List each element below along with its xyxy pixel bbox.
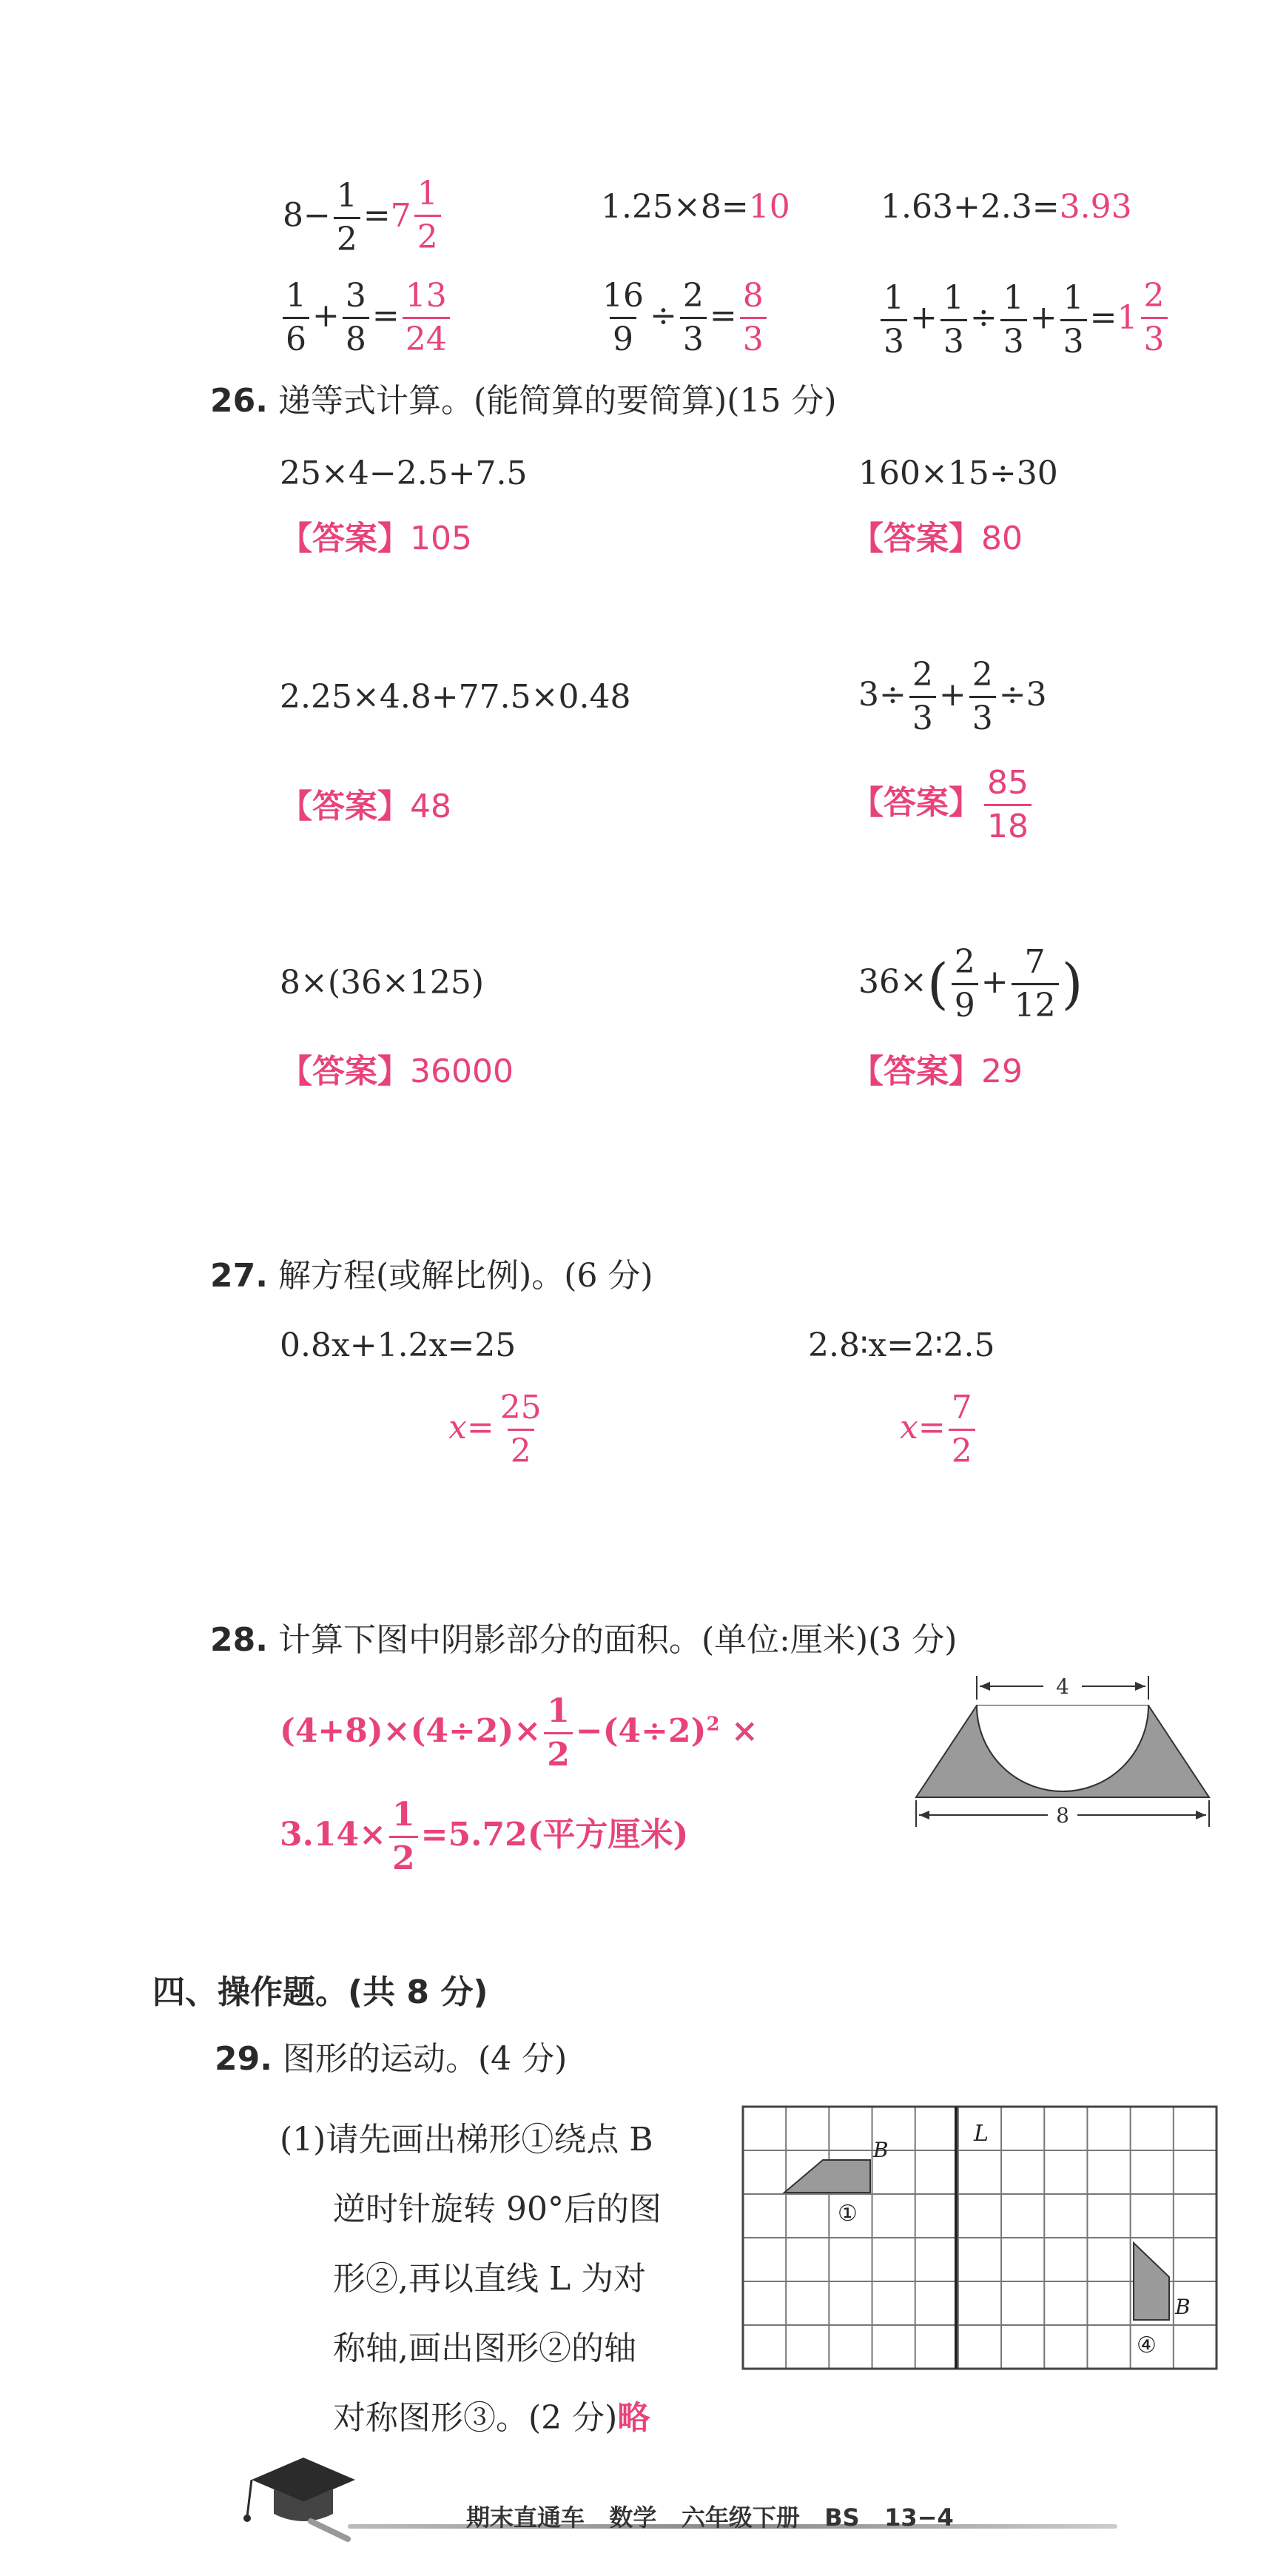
section-4-heading: 四、操作题。(共 8 分)	[152, 1973, 488, 2011]
question-28-heading: 28. 计算下图中阴影部分的面积。(单位:厘米)(3 分)	[210, 1621, 958, 1659]
q26-problem-1: 25×4−2.5+7.5	[280, 455, 528, 492]
label-B-2: B	[1175, 2295, 1191, 2319]
graduation-cap-icon	[237, 2450, 363, 2546]
q26-answer-6: 【答案】29	[851, 1053, 1023, 1090]
footer-text: 期末直通车 数学 六年级下册 BS 13−4	[466, 2503, 954, 2532]
q29-line-4: 称轴,画出图形②的轴	[333, 2330, 636, 2367]
q26-problem-6: 36×( $\frac{2}{9}$ + $\frac{7}{12}$ )	[858, 943, 1083, 1024]
calc-8-minus-half: 8− $\frac{1}{2}$ = 7 $\frac{1}{2}$	[283, 178, 444, 256]
calc-1-25-times-8: 1.25×8=10	[601, 188, 790, 226]
q26-answer-5: 【答案】36000	[280, 1053, 514, 1090]
q26-answer-2: 【答案】80	[851, 520, 1023, 557]
motion-grid-figure	[741, 2105, 1219, 2373]
q27-answer-1: x= $\frac{25}{2}$	[448, 1389, 542, 1470]
q26-problem-4: 3÷ $\frac{2}{3}$ + $\frac{2}{3}$ ÷3	[858, 656, 1047, 737]
trapezoid-1	[784, 2160, 870, 2193]
q28-solution-line-1: (4+8)×(4÷2)× $\frac{1}{2}$ $-(4\div 2)^2$ ×	[280, 1692, 758, 1774]
top-length-label: 4	[1056, 1674, 1069, 1699]
q26-answer-3: 【答案】48	[280, 788, 451, 825]
calc-1-63-plus-2-3: 1.63+2.3=3.93	[881, 188, 1132, 226]
question-27-heading: 27. 解方程(或解比例)。(6 分)	[210, 1257, 653, 1295]
label-circle-4: ④	[1137, 2332, 1157, 2358]
calc-fraction-divide: $\frac{16}{9}$ ÷ $\frac{2}{3}$ = $\frac{8}{3}$	[596, 280, 770, 356]
bottom-length-label: 8	[1056, 1803, 1069, 1828]
question-26-heading: 26. 递等式计算。(能简算的要简算)(15 分)	[210, 382, 837, 420]
question-29-heading: 29. 图形的运动。(4 分)	[215, 2040, 568, 2078]
q29-line-1: (1)请先画出梯形①绕点 B	[280, 2121, 653, 2159]
q29-line-5: 对称图形③。(2 分)略	[333, 2399, 650, 2437]
q29-subquestion	[280, 2105, 662, 2453]
q29-line-2: 逆时针旋转 90°后的图	[333, 2190, 662, 2228]
q27-answer-2: x= $\frac{7}{2}$	[900, 1392, 978, 1468]
trapezoid-semicircle-figure	[903, 1670, 1228, 1848]
q26-problem-5: 8×(36×125)	[280, 964, 485, 1002]
q28-solution-line-2: 3.14× $\frac{1}{2}$ =5.72(平方厘米)	[280, 1796, 689, 1877]
q26-answer-1: 【答案】105	[280, 520, 472, 557]
q27-equation-2: 2.8∶x=2∶2.5	[808, 1326, 995, 1364]
label-L: L	[974, 2121, 989, 2147]
q26-answer-4: 【答案】 $\frac{85}{18}$	[851, 767, 1034, 843]
q26-problem-2: 160×15÷30	[858, 455, 1058, 492]
calc-fraction-sum: $\frac{1}{6}$ + $\frac{3}{8}$ = $\frac{13}{24}$	[280, 280, 453, 356]
calc-thirds-expression: $\frac{1}{3}$ + $\frac{1}{3}$ ÷ $\frac{1}{3}$ + $\frac{1}{3}$ = 1 $\frac{2}{3}$	[878, 280, 1171, 358]
q26-problem-3: 2.25×4.8+77.5×0.48	[280, 678, 631, 716]
q27-equation-1: 0.8x+1.2x=25	[280, 1326, 516, 1364]
label-circle-1: ①	[838, 2201, 858, 2227]
label-B-1: B	[873, 2138, 889, 2162]
shape-4	[1134, 2243, 1169, 2320]
q29-line-3: 形②,再以直线 L 为对	[333, 2260, 647, 2298]
